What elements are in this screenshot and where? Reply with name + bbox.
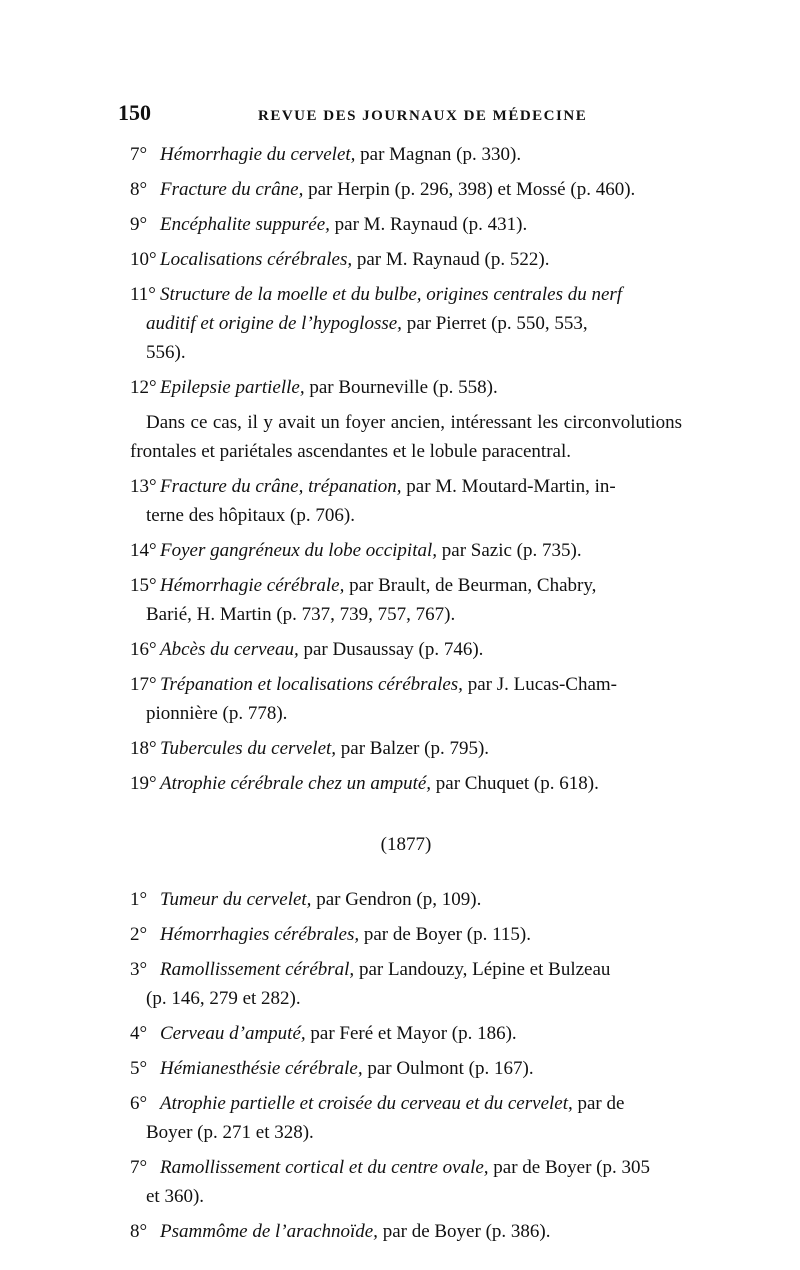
entry-title: Fracture du crâne, trépanation, bbox=[160, 476, 402, 497]
list-item bbox=[130, 635, 682, 664]
entry-text-continuation: par Pierret (p. 550, 553, bbox=[401, 313, 588, 334]
entry-line bbox=[130, 734, 682, 763]
entry-line bbox=[130, 769, 682, 798]
entry-title: Localisations cérébrales, bbox=[160, 249, 353, 270]
entry-line bbox=[130, 245, 682, 274]
entry-continuation: terne des hôpitaux (p. 706). bbox=[146, 505, 355, 526]
list-item bbox=[130, 1019, 682, 1048]
list-item bbox=[130, 1217, 682, 1246]
list-item bbox=[130, 280, 682, 367]
entry-text: par de bbox=[572, 1093, 625, 1114]
page-number: 150 bbox=[118, 100, 151, 125]
entry-number: 5° bbox=[130, 1058, 148, 1079]
entry-title: Fracture du crâne, bbox=[160, 179, 304, 200]
entry-number: 10° bbox=[130, 249, 157, 270]
entry-title: Epilepsie partielle, bbox=[160, 377, 305, 398]
list-item bbox=[130, 140, 682, 169]
entry-text: par Landouzy, Lépine et Bulzeau bbox=[354, 959, 611, 980]
entry-continuation: (p. 146, 279 et 282). bbox=[146, 988, 301, 1009]
entry-title: Foyer gangréneux du lobe occipital, bbox=[160, 540, 438, 561]
entry-line bbox=[130, 1089, 682, 1118]
entry-text: par M. Raynaud (p. 522). bbox=[352, 249, 550, 270]
entry-text: par Balzer (p. 795). bbox=[336, 738, 490, 759]
entry-title: Hémianesthésie cérébrale, bbox=[160, 1058, 363, 1079]
entry-title: Tumeur du cervelet, bbox=[160, 889, 312, 910]
entry-title: Hémorrhagie du cervelet, bbox=[160, 144, 356, 165]
entry-text: par M. Raynaud (p. 431). bbox=[329, 214, 528, 235]
entry-number: 3° bbox=[130, 959, 148, 980]
entry-text: par Bourneville (p. 558). bbox=[304, 377, 498, 398]
list-item bbox=[130, 1153, 682, 1211]
entry-line bbox=[130, 920, 682, 949]
entry-number: 13° bbox=[130, 476, 157, 497]
entry-line bbox=[130, 955, 682, 984]
entry-text: par Oulmont (p. 167). bbox=[362, 1058, 534, 1079]
entry-line bbox=[130, 1153, 682, 1182]
entry-list-1876-continued bbox=[130, 472, 682, 798]
paragraph-note: Dans ce cas, il y avait un foyer ancien, intéressant les circonvolutions frontales et pariétales ascendantes et le lobule paracentral. bbox=[130, 412, 682, 462]
list-item bbox=[130, 571, 682, 629]
list-item bbox=[130, 885, 682, 914]
list-item bbox=[130, 373, 682, 402]
entry-line bbox=[130, 1019, 682, 1048]
list-item bbox=[130, 670, 682, 728]
list-item bbox=[130, 472, 682, 530]
entry-line bbox=[130, 635, 682, 664]
entry-text: par Gendron (p, 109). bbox=[311, 889, 482, 910]
entry-number: 15° bbox=[130, 575, 157, 596]
entry-title: Ramollissement cortical et du centre ovale, bbox=[160, 1157, 489, 1178]
entry-text: par Sazic (p. 735). bbox=[437, 540, 582, 561]
entry-line bbox=[130, 885, 682, 914]
entry-continuation: pionnière (p. 778). bbox=[146, 703, 288, 724]
list-item bbox=[130, 769, 682, 798]
list-item bbox=[130, 955, 682, 1013]
entry-text: par J. Lucas-Cham- bbox=[462, 674, 617, 695]
page-header bbox=[118, 100, 678, 126]
list-item bbox=[130, 1089, 682, 1147]
entry-line bbox=[130, 175, 682, 204]
entry-line bbox=[130, 210, 682, 239]
entry-continuation bbox=[130, 309, 682, 338]
entry-title: Atrophie partielle et croisée du cerveau et du cervelet, bbox=[160, 1093, 573, 1114]
entry-text: par de Boyer (p. 305 bbox=[488, 1157, 651, 1178]
entry-line bbox=[130, 1217, 682, 1246]
entry-title: Tubercules du cervelet, bbox=[160, 738, 337, 759]
entry-number: 19° bbox=[130, 773, 157, 794]
entry-text: par de Boyer (p. 386). bbox=[377, 1221, 551, 1242]
entry-number: 8° bbox=[130, 1221, 148, 1242]
entry-number: 17° bbox=[130, 674, 157, 695]
entry-continuation: Barié, H. Martin (p. 737, 739, 757, 767). bbox=[146, 604, 456, 625]
entry-text: par Magnan (p. 330). bbox=[355, 144, 522, 165]
entry-text: par Herpin (p. 296, 398) et Mossé (p. 460). bbox=[303, 179, 636, 200]
entry-line bbox=[130, 472, 682, 501]
entry-line bbox=[130, 670, 682, 699]
entry-title-continuation: auditif et origine de l’hypoglosse, bbox=[146, 313, 402, 334]
entry-number: 2° bbox=[130, 924, 148, 945]
entry-continuation: et 360). bbox=[146, 1186, 205, 1207]
entry-title: Trépanation et localisations cérébrales, bbox=[160, 674, 463, 695]
entry-number: 14° bbox=[130, 540, 157, 561]
list-item bbox=[130, 734, 682, 763]
list-item bbox=[130, 920, 682, 949]
entry-line bbox=[130, 536, 682, 565]
entry-number: 16° bbox=[130, 639, 157, 660]
entry-continuation: 556). bbox=[146, 342, 186, 363]
entry-text: par Feré et Mayor (p. 186). bbox=[305, 1023, 517, 1044]
list-item bbox=[130, 1054, 682, 1083]
entry-number: 7° bbox=[130, 1157, 148, 1178]
entry-text: par M. Moutard-Martin, in- bbox=[401, 476, 616, 497]
list-item bbox=[130, 536, 682, 565]
list-item bbox=[130, 210, 682, 239]
entry-text: par Dusaussay (p. 746). bbox=[298, 639, 484, 660]
entry-number: 12° bbox=[130, 377, 157, 398]
entry-number: 11° bbox=[130, 284, 156, 305]
list-item bbox=[130, 245, 682, 274]
running-title: REVUE DES JOURNAUX DE MÉDECINE bbox=[258, 108, 588, 124]
entry-title: Ramollissement cérébral, bbox=[160, 959, 355, 980]
entry-continuation: Boyer (p. 271 et 328). bbox=[146, 1122, 314, 1143]
page-content bbox=[130, 140, 682, 1252]
entry-title: Atrophie cérébrale chez un amputé, bbox=[160, 773, 432, 794]
entry-title: Psammôme de l’arachnoïde, bbox=[160, 1221, 378, 1242]
entry-number: 4° bbox=[130, 1023, 148, 1044]
entry-number: 6° bbox=[130, 1093, 148, 1114]
entry-text: par de Boyer (p. 115). bbox=[359, 924, 531, 945]
entry-list-1877 bbox=[130, 885, 682, 1246]
entry-line bbox=[130, 571, 682, 600]
entry-line bbox=[130, 280, 682, 309]
entry-title: Hémorrhagie cérébrale, bbox=[160, 575, 345, 596]
entry-text: par Chuquet (p. 618). bbox=[431, 773, 599, 794]
entry-number: 7° bbox=[130, 144, 148, 165]
entry-number: 9° bbox=[130, 214, 148, 235]
entry-title: Hémorrhagies cérébrales, bbox=[160, 924, 360, 945]
entry-number: 1° bbox=[130, 889, 148, 910]
entry-line bbox=[130, 140, 682, 169]
entry-title: Cerveau d’amputé, bbox=[160, 1023, 306, 1044]
entry-list-1876 bbox=[130, 140, 682, 402]
entry-line bbox=[130, 373, 682, 402]
entry-number: 8° bbox=[130, 179, 148, 200]
entry-text: par Brault, de Beurman, Chabry, bbox=[344, 575, 597, 596]
entry-title: Structure de la moelle et du bulbe, origines centrales du nerf bbox=[160, 284, 623, 305]
entry-line bbox=[130, 1054, 682, 1083]
year-heading: (1877) bbox=[380, 834, 432, 855]
entry-title: Abcès du cerveau, bbox=[160, 639, 299, 660]
list-item bbox=[130, 175, 682, 204]
entry-title: Encéphalite suppurée, bbox=[160, 214, 330, 235]
entry-number: 18° bbox=[130, 738, 157, 759]
